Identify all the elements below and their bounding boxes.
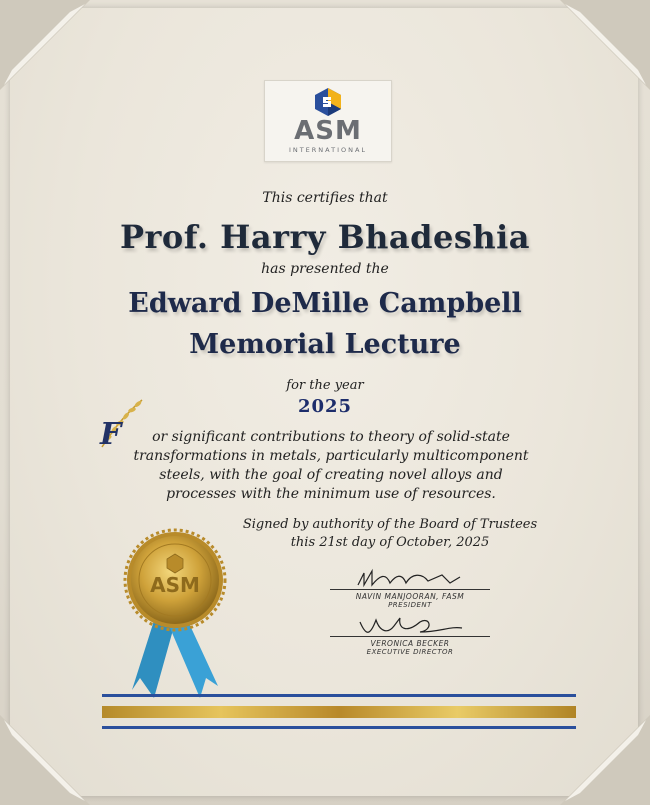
handwritten-signature-2 — [350, 612, 470, 638]
signatory-name: NAVIN MANJOORAN, FASM — [355, 592, 465, 601]
signature-line — [330, 589, 490, 590]
corner-mount-top-left — [0, 0, 90, 90]
presented-text: has presented the — [261, 261, 389, 277]
corner-mount-top-right — [560, 0, 650, 90]
asm-logo — [264, 80, 392, 162]
corner-mount-bottom-left — [0, 715, 90, 805]
citation-line: transformations in metals, particularly multicomponent — [133, 448, 529, 464]
signatory-title: PRESIDENT — [388, 601, 432, 609]
citation-line: or significant contributions to theory of solid-state — [152, 429, 510, 445]
lecture-title-line-1: Edward DeMille Campbell — [128, 288, 522, 319]
signed-line-2: this 21st day of October, 2025 — [290, 535, 490, 550]
citation-initial: F — [100, 417, 122, 452]
signatory-name: VERONICA BECKER — [370, 639, 450, 648]
citation-line: processes with the minimum use of resources. — [166, 486, 496, 502]
signatory-title: EXECUTIVE DIRECTOR — [366, 648, 454, 656]
signature-block-president — [330, 565, 490, 610]
signed-statement — [200, 516, 580, 552]
gold-seal — [120, 528, 230, 703]
signature-line — [330, 636, 490, 637]
citation-line: steels, with the goal of creating novel alloys and — [159, 467, 503, 483]
lecture-title-line-2: Memorial Lecture — [189, 329, 461, 360]
handwritten-signature-1 — [350, 565, 470, 591]
signature-block-executive-director — [330, 612, 490, 657]
logo-wordmark: ASM — [294, 116, 362, 146]
decorative-bands — [102, 690, 576, 736]
year-value: 2025 — [297, 396, 353, 417]
seal-text: ASM — [150, 573, 200, 597]
year-label: for the year — [286, 378, 364, 393]
asm-hexagon-icon — [312, 87, 344, 117]
citation-text — [96, 428, 566, 504]
recipient-name: Prof. Harry Bhadeshia — [119, 218, 531, 256]
intro-text: This certifies that — [262, 190, 388, 206]
signed-line-1: Signed by authority of the Board of Trustees — [242, 517, 538, 532]
logo-subtitle: INTERNATIONAL — [288, 146, 368, 154]
